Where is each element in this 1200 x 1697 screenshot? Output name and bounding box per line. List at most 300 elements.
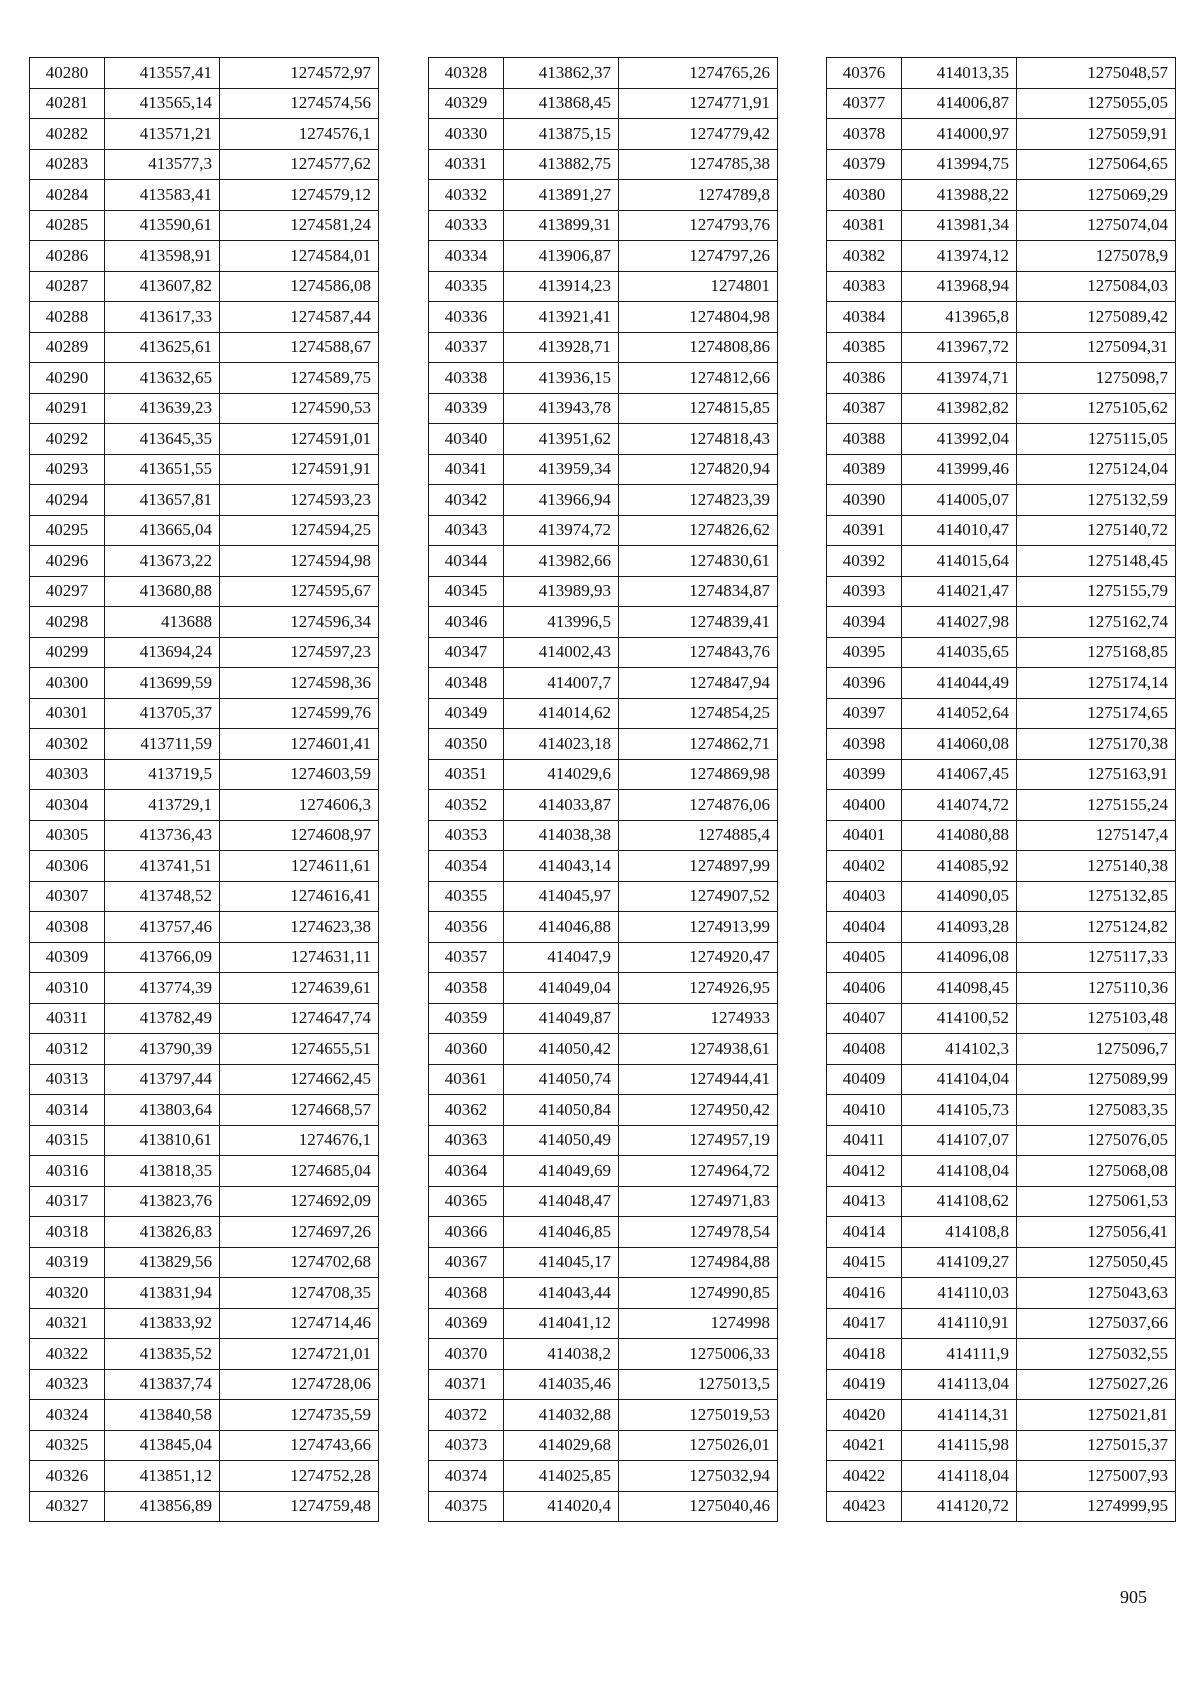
y-coordinate-cell: 1275068,08 xyxy=(1017,1156,1176,1187)
table-row xyxy=(827,302,1176,333)
point-id-cell: 40387 xyxy=(827,393,902,424)
y-coordinate-cell: 1274576,1 xyxy=(220,119,379,150)
y-coordinate-cell: 1275056,41 xyxy=(1017,1217,1176,1248)
point-id-cell: 40287 xyxy=(30,271,105,302)
x-coordinate-cell: 414110,91 xyxy=(902,1308,1017,1339)
table-row xyxy=(827,180,1176,211)
point-id-cell: 40358 xyxy=(429,973,504,1004)
x-coordinate-cell: 413837,74 xyxy=(105,1369,220,1400)
x-coordinate-cell: 413951,62 xyxy=(504,424,619,455)
x-coordinate-cell: 413992,04 xyxy=(902,424,1017,455)
x-coordinate-cell: 413936,15 xyxy=(504,363,619,394)
table-row xyxy=(30,58,379,89)
table-row xyxy=(827,1430,1176,1461)
x-coordinate-cell: 413711,59 xyxy=(105,729,220,760)
table-row xyxy=(827,149,1176,180)
table-row xyxy=(429,729,778,760)
point-id-cell: 40393 xyxy=(827,576,902,607)
x-coordinate-cell: 413959,34 xyxy=(504,454,619,485)
coordinates-table-1 xyxy=(29,57,379,1522)
y-coordinate-cell: 1275040,46 xyxy=(619,1491,778,1522)
table-row xyxy=(429,88,778,119)
x-coordinate-cell: 414048,47 xyxy=(504,1186,619,1217)
x-coordinate-cell: 413906,87 xyxy=(504,241,619,272)
table-row xyxy=(30,1095,379,1126)
point-id-cell: 40379 xyxy=(827,149,902,180)
table-row xyxy=(429,668,778,699)
y-coordinate-cell: 1274590,53 xyxy=(220,393,379,424)
y-coordinate-cell: 1274735,59 xyxy=(220,1400,379,1431)
table-row xyxy=(30,1308,379,1339)
table-row xyxy=(429,1186,778,1217)
x-coordinate-cell: 414038,2 xyxy=(504,1339,619,1370)
x-coordinate-cell: 413680,88 xyxy=(105,576,220,607)
x-coordinate-cell: 414032,88 xyxy=(504,1400,619,1431)
y-coordinate-cell: 1275043,63 xyxy=(1017,1278,1176,1309)
y-coordinate-cell: 1274623,38 xyxy=(220,912,379,943)
point-id-cell: 40415 xyxy=(827,1247,902,1278)
table-row xyxy=(429,393,778,424)
y-coordinate-cell: 1274581,24 xyxy=(220,210,379,241)
table-row xyxy=(30,485,379,516)
y-coordinate-cell: 1274598,36 xyxy=(220,668,379,699)
point-id-cell: 40395 xyxy=(827,637,902,668)
y-coordinate-cell: 1275032,94 xyxy=(619,1461,778,1492)
point-id-cell: 40372 xyxy=(429,1400,504,1431)
y-coordinate-cell: 1275155,24 xyxy=(1017,790,1176,821)
table-row xyxy=(827,912,1176,943)
x-coordinate-cell: 414108,8 xyxy=(902,1217,1017,1248)
table-row xyxy=(30,1034,379,1065)
x-coordinate-cell: 413645,35 xyxy=(105,424,220,455)
point-id-cell: 40399 xyxy=(827,759,902,790)
x-coordinate-cell: 413974,71 xyxy=(902,363,1017,394)
table-row xyxy=(30,1491,379,1522)
table-row xyxy=(429,271,778,302)
point-id-cell: 40316 xyxy=(30,1156,105,1187)
point-id-cell: 40384 xyxy=(827,302,902,333)
y-coordinate-cell: 1275089,42 xyxy=(1017,302,1176,333)
table-row xyxy=(30,363,379,394)
table-row xyxy=(827,851,1176,882)
table-row xyxy=(429,1156,778,1187)
y-coordinate-cell: 1274978,54 xyxy=(619,1217,778,1248)
point-id-cell: 40385 xyxy=(827,332,902,363)
point-id-cell: 40310 xyxy=(30,973,105,1004)
y-coordinate-cell: 1275019,53 xyxy=(619,1400,778,1431)
y-coordinate-cell: 1274589,75 xyxy=(220,363,379,394)
point-id-cell: 40376 xyxy=(827,58,902,89)
table-row xyxy=(30,1156,379,1187)
point-id-cell: 40396 xyxy=(827,668,902,699)
x-coordinate-cell: 414043,44 xyxy=(504,1278,619,1309)
table-row xyxy=(827,1278,1176,1309)
y-coordinate-cell: 1274839,41 xyxy=(619,607,778,638)
table-row xyxy=(30,515,379,546)
y-coordinate-cell: 1274950,42 xyxy=(619,1095,778,1126)
y-coordinate-cell: 1274862,71 xyxy=(619,729,778,760)
point-id-cell: 40405 xyxy=(827,942,902,973)
table-row xyxy=(30,1369,379,1400)
point-id-cell: 40421 xyxy=(827,1430,902,1461)
point-id-cell: 40343 xyxy=(429,515,504,546)
point-id-cell: 40348 xyxy=(429,668,504,699)
x-coordinate-cell: 414114,31 xyxy=(902,1400,1017,1431)
x-coordinate-cell: 413657,81 xyxy=(105,485,220,516)
point-id-cell: 40362 xyxy=(429,1095,504,1126)
y-coordinate-cell: 1274926,95 xyxy=(619,973,778,1004)
y-coordinate-cell: 1274662,45 xyxy=(220,1064,379,1095)
table-row xyxy=(429,302,778,333)
y-coordinate-cell: 1274721,01 xyxy=(220,1339,379,1370)
x-coordinate-cell: 414102,3 xyxy=(902,1034,1017,1065)
y-coordinate-cell: 1275155,79 xyxy=(1017,576,1176,607)
table-row xyxy=(827,332,1176,363)
y-coordinate-cell: 1274572,97 xyxy=(220,58,379,89)
y-coordinate-cell: 1274808,86 xyxy=(619,332,778,363)
point-id-cell: 40325 xyxy=(30,1430,105,1461)
y-coordinate-cell: 1274971,83 xyxy=(619,1186,778,1217)
x-coordinate-cell: 413862,37 xyxy=(504,58,619,89)
point-id-cell: 40281 xyxy=(30,88,105,119)
x-coordinate-cell: 414005,07 xyxy=(902,485,1017,516)
table-row xyxy=(827,58,1176,89)
y-coordinate-cell: 1274655,51 xyxy=(220,1034,379,1065)
x-coordinate-cell: 414100,52 xyxy=(902,1003,1017,1034)
x-coordinate-cell: 414044,49 xyxy=(902,668,1017,699)
x-coordinate-cell: 413999,46 xyxy=(902,454,1017,485)
y-coordinate-cell: 1274692,09 xyxy=(220,1186,379,1217)
table-row xyxy=(827,1034,1176,1065)
y-coordinate-cell: 1274577,62 xyxy=(220,149,379,180)
point-id-cell: 40356 xyxy=(429,912,504,943)
point-id-cell: 40418 xyxy=(827,1339,902,1370)
x-coordinate-cell: 414109,27 xyxy=(902,1247,1017,1278)
y-coordinate-cell: 1274771,91 xyxy=(619,88,778,119)
table-row xyxy=(827,1003,1176,1034)
table-row xyxy=(827,1064,1176,1095)
table-row xyxy=(827,241,1176,272)
point-id-cell: 40382 xyxy=(827,241,902,272)
point-id-cell: 40305 xyxy=(30,820,105,851)
point-id-cell: 40420 xyxy=(827,1400,902,1431)
point-id-cell: 40391 xyxy=(827,515,902,546)
point-id-cell: 40370 xyxy=(429,1339,504,1370)
point-id-cell: 40371 xyxy=(429,1369,504,1400)
table-row xyxy=(429,576,778,607)
table-row xyxy=(827,1369,1176,1400)
point-id-cell: 40388 xyxy=(827,424,902,455)
table-row xyxy=(30,546,379,577)
table-row xyxy=(429,424,778,455)
x-coordinate-cell: 414014,62 xyxy=(504,698,619,729)
point-id-cell: 40298 xyxy=(30,607,105,638)
point-id-cell: 40323 xyxy=(30,1369,105,1400)
point-id-cell: 40344 xyxy=(429,546,504,577)
point-id-cell: 40394 xyxy=(827,607,902,638)
y-coordinate-cell: 1274574,56 xyxy=(220,88,379,119)
y-coordinate-cell: 1274588,67 xyxy=(220,332,379,363)
x-coordinate-cell: 413748,52 xyxy=(105,881,220,912)
table-row xyxy=(429,698,778,729)
y-coordinate-cell: 1274779,42 xyxy=(619,119,778,150)
table-row xyxy=(429,973,778,1004)
point-id-cell: 40302 xyxy=(30,729,105,760)
x-coordinate-cell: 414006,87 xyxy=(902,88,1017,119)
point-id-cell: 40367 xyxy=(429,1247,504,1278)
x-coordinate-cell: 413688 xyxy=(105,607,220,638)
table-row xyxy=(429,607,778,638)
table-row xyxy=(30,759,379,790)
table-row xyxy=(827,1339,1176,1370)
table-row xyxy=(30,698,379,729)
table-row xyxy=(429,1430,778,1461)
y-coordinate-cell: 1275076,05 xyxy=(1017,1125,1176,1156)
x-coordinate-cell: 413974,12 xyxy=(902,241,1017,272)
y-coordinate-cell: 1274815,85 xyxy=(619,393,778,424)
y-coordinate-cell: 1275110,36 xyxy=(1017,973,1176,1004)
x-coordinate-cell: 414108,62 xyxy=(902,1186,1017,1217)
y-coordinate-cell: 1274743,66 xyxy=(220,1430,379,1461)
y-coordinate-cell: 1274647,74 xyxy=(220,1003,379,1034)
x-coordinate-cell: 413982,82 xyxy=(902,393,1017,424)
table-row xyxy=(429,1125,778,1156)
y-coordinate-cell: 1274591,91 xyxy=(220,454,379,485)
point-id-cell: 40416 xyxy=(827,1278,902,1309)
table-row xyxy=(429,1461,778,1492)
point-id-cell: 40336 xyxy=(429,302,504,333)
x-coordinate-cell: 414098,45 xyxy=(902,973,1017,1004)
table-row xyxy=(827,485,1176,516)
y-coordinate-cell: 1275050,45 xyxy=(1017,1247,1176,1278)
y-coordinate-cell: 1275007,93 xyxy=(1017,1461,1176,1492)
coordinates-table-2 xyxy=(428,57,778,1522)
table-row xyxy=(827,1217,1176,1248)
point-id-cell: 40308 xyxy=(30,912,105,943)
table-row xyxy=(827,1491,1176,1522)
table-row xyxy=(827,1156,1176,1187)
table-row xyxy=(30,1339,379,1370)
point-id-cell: 40299 xyxy=(30,637,105,668)
table-row xyxy=(827,942,1176,973)
y-coordinate-cell: 1275078,9 xyxy=(1017,241,1176,272)
table-row xyxy=(827,729,1176,760)
table-row xyxy=(827,119,1176,150)
x-coordinate-cell: 413891,27 xyxy=(504,180,619,211)
table-row xyxy=(30,119,379,150)
y-coordinate-cell: 1274834,87 xyxy=(619,576,778,607)
x-coordinate-cell: 413835,52 xyxy=(105,1339,220,1370)
point-id-cell: 40417 xyxy=(827,1308,902,1339)
point-id-cell: 40296 xyxy=(30,546,105,577)
y-coordinate-cell: 1274897,99 xyxy=(619,851,778,882)
y-coordinate-cell: 1274957,19 xyxy=(619,1125,778,1156)
x-coordinate-cell: 414120,72 xyxy=(902,1491,1017,1522)
x-coordinate-cell: 413774,39 xyxy=(105,973,220,1004)
table-row xyxy=(429,58,778,89)
x-coordinate-cell: 413914,23 xyxy=(504,271,619,302)
table-row xyxy=(30,180,379,211)
y-coordinate-cell: 1275174,14 xyxy=(1017,668,1176,699)
y-coordinate-cell: 1275124,82 xyxy=(1017,912,1176,943)
y-coordinate-cell: 1275148,45 xyxy=(1017,546,1176,577)
y-coordinate-cell: 1275032,55 xyxy=(1017,1339,1176,1370)
x-coordinate-cell: 414010,47 xyxy=(902,515,1017,546)
table-row xyxy=(827,546,1176,577)
table-row xyxy=(827,1095,1176,1126)
x-coordinate-cell: 413868,45 xyxy=(504,88,619,119)
point-id-cell: 40280 xyxy=(30,58,105,89)
x-coordinate-cell: 414029,68 xyxy=(504,1430,619,1461)
table-row xyxy=(827,759,1176,790)
x-coordinate-cell: 413699,59 xyxy=(105,668,220,699)
y-coordinate-cell: 1274601,41 xyxy=(220,729,379,760)
y-coordinate-cell: 1275147,4 xyxy=(1017,820,1176,851)
y-coordinate-cell: 1274616,41 xyxy=(220,881,379,912)
table-row xyxy=(429,210,778,241)
table-row xyxy=(827,881,1176,912)
table-row xyxy=(827,515,1176,546)
point-id-cell: 40349 xyxy=(429,698,504,729)
y-coordinate-cell: 1274820,94 xyxy=(619,454,778,485)
point-id-cell: 40328 xyxy=(429,58,504,89)
table-row xyxy=(827,637,1176,668)
table-row xyxy=(429,1003,778,1034)
table-row xyxy=(30,271,379,302)
table-row xyxy=(827,363,1176,394)
point-id-cell: 40341 xyxy=(429,454,504,485)
x-coordinate-cell: 413831,94 xyxy=(105,1278,220,1309)
x-coordinate-cell: 413988,22 xyxy=(902,180,1017,211)
x-coordinate-cell: 414000,97 xyxy=(902,119,1017,150)
x-coordinate-cell: 414023,18 xyxy=(504,729,619,760)
y-coordinate-cell: 1274789,8 xyxy=(619,180,778,211)
table-row xyxy=(429,363,778,394)
table-row xyxy=(827,790,1176,821)
x-coordinate-cell: 414052,64 xyxy=(902,698,1017,729)
y-coordinate-cell: 1274611,61 xyxy=(220,851,379,882)
table-row xyxy=(429,790,778,821)
x-coordinate-cell: 414104,04 xyxy=(902,1064,1017,1095)
point-id-cell: 40351 xyxy=(429,759,504,790)
point-id-cell: 40292 xyxy=(30,424,105,455)
point-id-cell: 40334 xyxy=(429,241,504,272)
y-coordinate-cell: 1274964,72 xyxy=(619,1156,778,1187)
point-id-cell: 40369 xyxy=(429,1308,504,1339)
point-id-cell: 40359 xyxy=(429,1003,504,1034)
table-row xyxy=(30,424,379,455)
y-coordinate-cell: 1275117,33 xyxy=(1017,942,1176,973)
point-id-cell: 40338 xyxy=(429,363,504,394)
x-coordinate-cell: 413571,21 xyxy=(105,119,220,150)
table-row xyxy=(30,973,379,1004)
x-coordinate-cell: 413583,41 xyxy=(105,180,220,211)
table-row xyxy=(30,790,379,821)
point-id-cell: 40283 xyxy=(30,149,105,180)
y-coordinate-cell: 1274843,76 xyxy=(619,637,778,668)
table-row xyxy=(30,607,379,638)
x-coordinate-cell: 413782,49 xyxy=(105,1003,220,1034)
x-coordinate-cell: 414045,17 xyxy=(504,1247,619,1278)
table-row xyxy=(827,1308,1176,1339)
table-row xyxy=(429,759,778,790)
point-id-cell: 40300 xyxy=(30,668,105,699)
point-id-cell: 40381 xyxy=(827,210,902,241)
y-coordinate-cell: 1275055,05 xyxy=(1017,88,1176,119)
point-id-cell: 40284 xyxy=(30,180,105,211)
x-coordinate-cell: 414047,9 xyxy=(504,942,619,973)
x-coordinate-cell: 414090,05 xyxy=(902,881,1017,912)
table-row xyxy=(30,942,379,973)
point-id-cell: 40355 xyxy=(429,881,504,912)
y-coordinate-cell: 1275098,7 xyxy=(1017,363,1176,394)
point-id-cell: 40304 xyxy=(30,790,105,821)
x-coordinate-cell: 413967,72 xyxy=(902,332,1017,363)
y-coordinate-cell: 1275083,35 xyxy=(1017,1095,1176,1126)
y-coordinate-cell: 1274594,25 xyxy=(220,515,379,546)
x-coordinate-cell: 413818,35 xyxy=(105,1156,220,1187)
x-coordinate-cell: 413826,83 xyxy=(105,1217,220,1248)
table-row xyxy=(30,1247,379,1278)
point-id-cell: 40411 xyxy=(827,1125,902,1156)
table-row xyxy=(429,119,778,150)
y-coordinate-cell: 1274765,26 xyxy=(619,58,778,89)
point-id-cell: 40408 xyxy=(827,1034,902,1065)
y-coordinate-cell: 1275084,03 xyxy=(1017,271,1176,302)
table-row xyxy=(429,546,778,577)
table-row xyxy=(429,454,778,485)
x-coordinate-cell: 413705,37 xyxy=(105,698,220,729)
point-id-cell: 40311 xyxy=(30,1003,105,1034)
y-coordinate-cell: 1275037,66 xyxy=(1017,1308,1176,1339)
table-row xyxy=(30,912,379,943)
y-coordinate-cell: 1275048,57 xyxy=(1017,58,1176,89)
x-coordinate-cell: 413736,43 xyxy=(105,820,220,851)
x-coordinate-cell: 414060,08 xyxy=(902,729,1017,760)
table-row xyxy=(429,637,778,668)
x-coordinate-cell: 414020,4 xyxy=(504,1491,619,1522)
x-coordinate-cell: 414035,65 xyxy=(902,637,1017,668)
x-coordinate-cell: 414110,03 xyxy=(902,1278,1017,1309)
y-coordinate-cell: 1275021,81 xyxy=(1017,1400,1176,1431)
y-coordinate-cell: 1274608,97 xyxy=(220,820,379,851)
y-coordinate-cell: 1275170,38 xyxy=(1017,729,1176,760)
x-coordinate-cell: 413989,93 xyxy=(504,576,619,607)
table-row xyxy=(429,881,778,912)
point-id-cell: 40330 xyxy=(429,119,504,150)
x-coordinate-cell: 413598,91 xyxy=(105,241,220,272)
y-coordinate-cell: 1274599,76 xyxy=(220,698,379,729)
x-coordinate-cell: 413632,65 xyxy=(105,363,220,394)
point-id-cell: 40378 xyxy=(827,119,902,150)
point-id-cell: 40390 xyxy=(827,485,902,516)
y-coordinate-cell: 1275105,62 xyxy=(1017,393,1176,424)
x-coordinate-cell: 413833,92 xyxy=(105,1308,220,1339)
y-coordinate-cell: 1274990,85 xyxy=(619,1278,778,1309)
y-coordinate-cell: 1274869,98 xyxy=(619,759,778,790)
point-id-cell: 40400 xyxy=(827,790,902,821)
table-row xyxy=(827,668,1176,699)
y-coordinate-cell: 1274587,44 xyxy=(220,302,379,333)
point-id-cell: 40410 xyxy=(827,1095,902,1126)
table-row xyxy=(30,881,379,912)
y-coordinate-cell: 1275013,5 xyxy=(619,1369,778,1400)
point-id-cell: 40354 xyxy=(429,851,504,882)
table-row xyxy=(827,210,1176,241)
table-row xyxy=(429,1369,778,1400)
point-id-cell: 40313 xyxy=(30,1064,105,1095)
y-coordinate-cell: 1274938,61 xyxy=(619,1034,778,1065)
